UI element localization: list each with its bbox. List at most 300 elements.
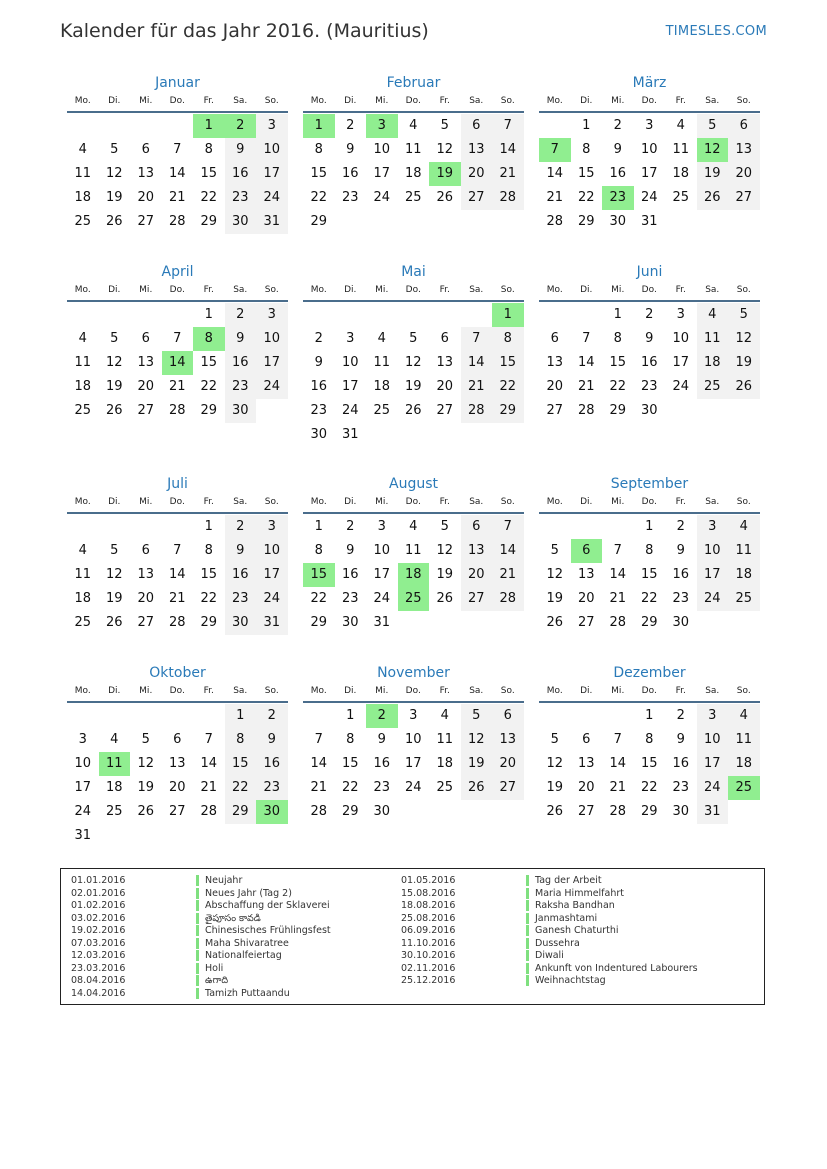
day-cell[interactable]: 28 <box>168 403 186 418</box>
day-cell[interactable]: 22 <box>200 379 218 394</box>
day-cell[interactable]: 24 <box>640 190 658 205</box>
day-cell[interactable]: 10 <box>672 331 690 346</box>
day-cell[interactable]: 17 <box>697 563 729 587</box>
day-cell[interactable]: 25 <box>105 804 123 819</box>
holiday-day[interactable]: 1 <box>193 114 225 138</box>
holiday-day[interactable]: 25 <box>398 587 430 611</box>
day-cell[interactable]: 3 <box>697 515 729 539</box>
day-cell[interactable]: 6 <box>461 114 493 138</box>
day-cell[interactable]: 18 <box>105 780 123 795</box>
day-cell[interactable]: 15 <box>640 756 658 771</box>
day-cell[interactable]: 3 <box>256 515 288 539</box>
day-cell[interactable]: 15 <box>609 355 627 370</box>
day-cell[interactable]: 26 <box>137 804 155 819</box>
day-cell[interactable]: 24 <box>672 379 690 394</box>
day-cell[interactable]: 29 <box>200 403 218 418</box>
day-cell[interactable]: 9 <box>346 543 355 558</box>
day-cell[interactable]: 4 <box>78 331 87 346</box>
day-cell[interactable]: 14 <box>168 166 186 181</box>
day-cell[interactable]: 28 <box>546 214 564 229</box>
day-cell[interactable]: 28 <box>577 403 595 418</box>
day-cell[interactable]: 10 <box>373 142 391 157</box>
day-cell[interactable]: 24 <box>373 591 391 606</box>
holiday-day[interactable]: 19 <box>429 162 461 186</box>
day-cell[interactable]: 13 <box>461 138 493 162</box>
day-cell[interactable]: 7 <box>582 331 591 346</box>
day-cell[interactable]: 9 <box>225 138 257 162</box>
day-cell[interactable]: 9 <box>377 732 386 747</box>
day-cell[interactable]: 13 <box>546 355 564 370</box>
day-cell[interactable]: 24 <box>697 776 729 800</box>
day-cell[interactable]: 19 <box>461 752 493 776</box>
day-cell[interactable]: 12 <box>404 355 422 370</box>
day-cell[interactable]: 18 <box>728 752 760 776</box>
day-cell[interactable]: 10 <box>256 539 288 563</box>
day-cell[interactable]: 5 <box>440 519 449 534</box>
day-cell[interactable]: 10 <box>256 138 288 162</box>
day-cell[interactable]: 31 <box>640 214 658 229</box>
day-cell[interactable]: 19 <box>105 190 123 205</box>
day-cell[interactable]: 1 <box>204 307 213 322</box>
day-cell[interactable]: 13 <box>492 728 524 752</box>
day-cell[interactable]: 19 <box>105 379 123 394</box>
day-cell[interactable]: 23 <box>256 776 288 800</box>
holiday-day[interactable]: 3 <box>366 114 398 138</box>
holiday-day[interactable]: 18 <box>398 563 430 587</box>
day-cell[interactable]: 30 <box>225 210 257 234</box>
day-cell[interactable]: 21 <box>168 591 186 606</box>
day-cell[interactable]: 10 <box>373 543 391 558</box>
day-cell[interactable]: 27 <box>168 804 186 819</box>
holiday-day[interactable]: 8 <box>193 327 225 351</box>
day-cell[interactable]: 17 <box>74 780 92 795</box>
day-cell[interactable]: 27 <box>546 403 564 418</box>
day-cell[interactable]: 20 <box>577 780 595 795</box>
day-cell[interactable]: 13 <box>728 138 760 162</box>
day-cell[interactable]: 2 <box>676 708 685 723</box>
day-cell[interactable]: 15 <box>577 166 595 181</box>
day-cell[interactable]: 13 <box>436 355 454 370</box>
holiday-day[interactable]: 11 <box>99 752 131 776</box>
day-cell[interactable]: 9 <box>645 331 654 346</box>
day-cell[interactable]: 21 <box>609 780 627 795</box>
day-cell[interactable]: 1 <box>314 519 323 534</box>
day-cell[interactable]: 3 <box>409 708 418 723</box>
day-cell[interactable]: 17 <box>404 756 422 771</box>
day-cell[interactable]: 25 <box>672 190 690 205</box>
day-cell[interactable]: 21 <box>492 563 524 587</box>
day-cell[interactable]: 21 <box>461 375 493 399</box>
day-cell[interactable]: 4 <box>78 543 87 558</box>
day-cell[interactable]: 21 <box>546 190 564 205</box>
day-cell[interactable]: 7 <box>613 543 622 558</box>
day-cell[interactable]: 24 <box>256 186 288 210</box>
day-cell[interactable]: 23 <box>640 379 658 394</box>
day-cell[interactable]: 10 <box>640 142 658 157</box>
day-cell[interactable]: 3 <box>676 307 685 322</box>
day-cell[interactable]: 4 <box>676 118 685 133</box>
day-cell[interactable]: 26 <box>546 615 564 630</box>
day-cell[interactable]: 24 <box>256 375 288 399</box>
day-cell[interactable]: 26 <box>105 615 123 630</box>
day-cell[interactable]: 11 <box>728 539 760 563</box>
day-cell[interactable]: 29 <box>200 615 218 630</box>
day-cell[interactable]: 11 <box>728 728 760 752</box>
day-cell[interactable]: 26 <box>436 190 454 205</box>
holiday-day[interactable]: 14 <box>162 351 194 375</box>
day-cell[interactable]: 24 <box>74 804 92 819</box>
day-cell[interactable]: 25 <box>436 780 454 795</box>
day-cell[interactable]: 7 <box>461 327 493 351</box>
day-cell[interactable]: 22 <box>200 190 218 205</box>
day-cell[interactable]: 11 <box>672 142 690 157</box>
day-cell[interactable]: 16 <box>640 355 658 370</box>
day-cell[interactable]: 25 <box>728 587 760 611</box>
day-cell[interactable]: 7 <box>173 142 182 157</box>
day-cell[interactable]: 8 <box>204 543 213 558</box>
holiday-day[interactable]: 12 <box>697 138 729 162</box>
day-cell[interactable]: 3 <box>377 519 386 534</box>
day-cell[interactable]: 1 <box>613 307 622 322</box>
day-cell[interactable]: 19 <box>546 591 564 606</box>
day-cell[interactable]: 20 <box>546 379 564 394</box>
day-cell[interactable]: 24 <box>404 780 422 795</box>
day-cell[interactable]: 7 <box>613 732 622 747</box>
day-cell[interactable]: 16 <box>373 756 391 771</box>
day-cell[interactable]: 8 <box>582 142 591 157</box>
day-cell[interactable]: 16 <box>341 166 359 181</box>
day-cell[interactable]: 12 <box>436 543 454 558</box>
day-cell[interactable]: 17 <box>341 379 359 394</box>
day-cell[interactable]: 20 <box>137 379 155 394</box>
day-cell[interactable]: 28 <box>310 804 328 819</box>
day-cell[interactable]: 5 <box>440 118 449 133</box>
day-cell[interactable]: 14 <box>310 756 328 771</box>
day-cell[interactable]: 27 <box>137 214 155 229</box>
day-cell[interactable]: 10 <box>697 539 729 563</box>
day-cell[interactable]: 23 <box>310 403 328 418</box>
day-cell[interactable]: 1 <box>645 519 654 534</box>
day-cell[interactable]: 21 <box>577 379 595 394</box>
day-cell[interactable]: 10 <box>341 355 359 370</box>
site-logo[interactable]: TIMESLES.COM <box>665 24 767 39</box>
day-cell[interactable]: 18 <box>373 379 391 394</box>
day-cell[interactable]: 4 <box>110 732 119 747</box>
day-cell[interactable]: 17 <box>373 166 391 181</box>
day-cell[interactable]: 27 <box>461 587 493 611</box>
day-cell[interactable]: 22 <box>310 591 328 606</box>
day-cell[interactable]: 9 <box>676 732 685 747</box>
day-cell[interactable]: 26 <box>697 186 729 210</box>
day-cell[interactable]: 6 <box>582 732 591 747</box>
day-cell[interactable]: 7 <box>173 331 182 346</box>
day-cell[interactable]: 4 <box>728 515 760 539</box>
day-cell[interactable]: 19 <box>436 567 454 582</box>
day-cell[interactable]: 2 <box>676 519 685 534</box>
day-cell[interactable]: 29 <box>492 399 524 423</box>
day-cell[interactable]: 3 <box>256 114 288 138</box>
day-cell[interactable]: 28 <box>200 804 218 819</box>
day-cell[interactable]: 4 <box>440 708 449 723</box>
day-cell[interactable]: 15 <box>200 567 218 582</box>
day-cell[interactable]: 31 <box>74 828 92 843</box>
day-cell[interactable]: 16 <box>609 166 627 181</box>
day-cell[interactable]: 11 <box>404 543 422 558</box>
day-cell[interactable]: 22 <box>341 780 359 795</box>
day-cell[interactable]: 6 <box>440 331 449 346</box>
day-cell[interactable]: 8 <box>225 728 257 752</box>
day-cell[interactable]: 23 <box>672 780 690 795</box>
day-cell[interactable]: 24 <box>373 190 391 205</box>
day-cell[interactable]: 12 <box>105 355 123 370</box>
day-cell[interactable]: 17 <box>256 563 288 587</box>
day-cell[interactable]: 24 <box>697 587 729 611</box>
day-cell[interactable]: 15 <box>492 351 524 375</box>
holiday-day[interactable]: 30 <box>256 800 288 824</box>
day-cell[interactable]: 27 <box>137 403 155 418</box>
day-cell[interactable]: 26 <box>461 776 493 800</box>
day-cell[interactable]: 4 <box>728 704 760 728</box>
day-cell[interactable]: 3 <box>256 303 288 327</box>
day-cell[interactable]: 14 <box>200 756 218 771</box>
day-cell[interactable]: 23 <box>225 375 257 399</box>
day-cell[interactable]: 22 <box>577 190 595 205</box>
day-cell[interactable]: 21 <box>168 190 186 205</box>
day-cell[interactable]: 11 <box>404 142 422 157</box>
day-cell[interactable]: 11 <box>436 732 454 747</box>
day-cell[interactable]: 5 <box>110 331 119 346</box>
day-cell[interactable]: 8 <box>613 331 622 346</box>
day-cell[interactable]: 9 <box>256 728 288 752</box>
day-cell[interactable]: 15 <box>200 355 218 370</box>
day-cell[interactable]: 6 <box>550 331 559 346</box>
day-cell[interactable]: 27 <box>492 776 524 800</box>
day-cell[interactable]: 18 <box>74 379 92 394</box>
day-cell[interactable]: 24 <box>341 403 359 418</box>
day-cell[interactable]: 4 <box>409 118 418 133</box>
day-cell[interactable]: 22 <box>225 776 257 800</box>
day-cell[interactable]: 29 <box>640 804 658 819</box>
day-cell[interactable]: 15 <box>310 166 328 181</box>
day-cell[interactable]: 21 <box>492 162 524 186</box>
day-cell[interactable]: 15 <box>225 752 257 776</box>
day-cell[interactable]: 8 <box>645 543 654 558</box>
day-cell[interactable]: 29 <box>200 214 218 229</box>
day-cell[interactable]: 11 <box>74 567 92 582</box>
day-cell[interactable]: 9 <box>346 142 355 157</box>
day-cell[interactable]: 1 <box>346 708 355 723</box>
day-cell[interactable]: 13 <box>461 539 493 563</box>
day-cell[interactable]: 17 <box>672 355 690 370</box>
day-cell[interactable]: 8 <box>346 732 355 747</box>
day-cell[interactable]: 10 <box>74 756 92 771</box>
day-cell[interactable]: 16 <box>225 351 257 375</box>
day-cell[interactable]: 27 <box>137 615 155 630</box>
day-cell[interactable]: 30 <box>225 399 257 423</box>
day-cell[interactable]: 15 <box>640 567 658 582</box>
day-cell[interactable]: 5 <box>110 543 119 558</box>
day-cell[interactable]: 7 <box>173 543 182 558</box>
day-cell[interactable]: 23 <box>225 587 257 611</box>
day-cell[interactable]: 7 <box>314 732 323 747</box>
day-cell[interactable]: 8 <box>204 142 213 157</box>
day-cell[interactable]: 5 <box>697 114 729 138</box>
day-cell[interactable]: 1 <box>645 708 654 723</box>
day-cell[interactable]: 29 <box>640 615 658 630</box>
day-cell[interactable]: 20 <box>577 591 595 606</box>
day-cell[interactable]: 7 <box>492 114 524 138</box>
day-cell[interactable]: 27 <box>577 615 595 630</box>
day-cell[interactable]: 10 <box>697 728 729 752</box>
day-cell[interactable]: 6 <box>141 331 150 346</box>
day-cell[interactable]: 18 <box>728 563 760 587</box>
day-cell[interactable]: 8 <box>645 732 654 747</box>
day-cell[interactable]: 18 <box>74 190 92 205</box>
day-cell[interactable]: 14 <box>492 539 524 563</box>
day-cell[interactable]: 13 <box>137 567 155 582</box>
day-cell[interactable]: 12 <box>105 567 123 582</box>
day-cell[interactable]: 30 <box>609 214 627 229</box>
day-cell[interactable]: 12 <box>461 728 493 752</box>
day-cell[interactable]: 20 <box>492 752 524 776</box>
day-cell[interactable]: 26 <box>404 403 422 418</box>
day-cell[interactable]: 12 <box>546 567 564 582</box>
day-cell[interactable]: 13 <box>577 756 595 771</box>
day-cell[interactable]: 29 <box>577 214 595 229</box>
day-cell[interactable]: 8 <box>314 543 323 558</box>
day-cell[interactable]: 30 <box>373 804 391 819</box>
day-cell[interactable]: 16 <box>310 379 328 394</box>
day-cell[interactable]: 19 <box>404 379 422 394</box>
day-cell[interactable]: 30 <box>672 804 690 819</box>
day-cell[interactable]: 16 <box>225 563 257 587</box>
day-cell[interactable]: 28 <box>492 186 524 210</box>
holiday-day[interactable]: 7 <box>539 138 571 162</box>
holiday-day[interactable]: 6 <box>571 539 603 563</box>
day-cell[interactable]: 30 <box>310 427 328 442</box>
day-cell[interactable]: 25 <box>74 403 92 418</box>
day-cell[interactable]: 8 <box>492 327 524 351</box>
day-cell[interactable]: 5 <box>461 704 493 728</box>
day-cell[interactable]: 26 <box>105 214 123 229</box>
day-cell[interactable]: 31 <box>256 210 288 234</box>
day-cell[interactable]: 24 <box>256 587 288 611</box>
day-cell[interactable]: 16 <box>341 567 359 582</box>
day-cell[interactable]: 28 <box>168 615 186 630</box>
day-cell[interactable]: 31 <box>341 427 359 442</box>
day-cell[interactable]: 25 <box>404 190 422 205</box>
day-cell[interactable]: 22 <box>640 591 658 606</box>
day-cell[interactable]: 22 <box>200 591 218 606</box>
day-cell[interactable]: 19 <box>697 162 729 186</box>
day-cell[interactable]: 28 <box>168 214 186 229</box>
day-cell[interactable]: 23 <box>225 186 257 210</box>
day-cell[interactable]: 4 <box>697 303 729 327</box>
day-cell[interactable]: 2 <box>346 118 355 133</box>
day-cell[interactable]: 20 <box>137 190 155 205</box>
day-cell[interactable]: 19 <box>546 780 564 795</box>
day-cell[interactable]: 10 <box>404 732 422 747</box>
day-cell[interactable]: 15 <box>341 756 359 771</box>
day-cell[interactable]: 9 <box>314 355 323 370</box>
day-cell[interactable]: 3 <box>697 704 729 728</box>
day-cell[interactable]: 12 <box>137 756 155 771</box>
day-cell[interactable]: 28 <box>492 587 524 611</box>
day-cell[interactable]: 5 <box>409 331 418 346</box>
day-cell[interactable]: 5 <box>550 732 559 747</box>
day-cell[interactable]: 13 <box>168 756 186 771</box>
day-cell[interactable]: 13 <box>137 166 155 181</box>
day-cell[interactable]: 9 <box>676 543 685 558</box>
day-cell[interactable]: 19 <box>728 351 760 375</box>
day-cell[interactable]: 16 <box>256 752 288 776</box>
day-cell[interactable]: 16 <box>672 567 690 582</box>
day-cell[interactable]: 22 <box>310 190 328 205</box>
holiday-day[interactable]: 1 <box>492 303 524 327</box>
day-cell[interactable]: 11 <box>74 355 92 370</box>
day-cell[interactable]: 6 <box>492 704 524 728</box>
day-cell[interactable]: 17 <box>256 351 288 375</box>
holiday-day[interactable]: 2 <box>366 704 398 728</box>
day-cell[interactable]: 14 <box>492 138 524 162</box>
day-cell[interactable]: 9 <box>225 539 257 563</box>
day-cell[interactable]: 26 <box>728 375 760 399</box>
day-cell[interactable]: 14 <box>168 567 186 582</box>
day-cell[interactable]: 28 <box>609 615 627 630</box>
day-cell[interactable]: 20 <box>137 591 155 606</box>
day-cell[interactable]: 22 <box>492 375 524 399</box>
day-cell[interactable]: 1 <box>582 118 591 133</box>
day-cell[interactable]: 7 <box>204 732 213 747</box>
day-cell[interactable]: 3 <box>645 118 654 133</box>
day-cell[interactable]: 28 <box>609 804 627 819</box>
day-cell[interactable]: 17 <box>373 567 391 582</box>
day-cell[interactable]: 9 <box>225 327 257 351</box>
holiday-day[interactable]: 23 <box>602 186 634 210</box>
day-cell[interactable]: 17 <box>256 162 288 186</box>
day-cell[interactable]: 20 <box>168 780 186 795</box>
day-cell[interactable]: 18 <box>74 591 92 606</box>
day-cell[interactable]: 2 <box>645 307 654 322</box>
holiday-day[interactable]: 2 <box>225 114 257 138</box>
day-cell[interactable]: 9 <box>613 142 622 157</box>
day-cell[interactable]: 1 <box>225 704 257 728</box>
day-cell[interactable]: 11 <box>373 355 391 370</box>
day-cell[interactable]: 11 <box>74 166 92 181</box>
day-cell[interactable]: 21 <box>200 780 218 795</box>
day-cell[interactable]: 22 <box>640 780 658 795</box>
day-cell[interactable]: 27 <box>436 403 454 418</box>
day-cell[interactable]: 3 <box>346 331 355 346</box>
day-cell[interactable]: 13 <box>137 355 155 370</box>
day-cell[interactable]: 11 <box>697 327 729 351</box>
day-cell[interactable]: 12 <box>546 756 564 771</box>
day-cell[interactable]: 14 <box>577 355 595 370</box>
day-cell[interactable]: 2 <box>256 704 288 728</box>
day-cell[interactable]: 31 <box>697 800 729 824</box>
day-cell[interactable]: 2 <box>225 515 257 539</box>
day-cell[interactable]: 31 <box>256 611 288 635</box>
day-cell[interactable]: 27 <box>577 804 595 819</box>
day-cell[interactable]: 13 <box>577 567 595 582</box>
day-cell[interactable]: 16 <box>225 162 257 186</box>
day-cell[interactable]: 30 <box>672 615 690 630</box>
day-cell[interactable]: 29 <box>341 804 359 819</box>
day-cell[interactable]: 27 <box>461 186 493 210</box>
day-cell[interactable]: 2 <box>346 519 355 534</box>
day-cell[interactable]: 12 <box>105 166 123 181</box>
day-cell[interactable]: 4 <box>78 142 87 157</box>
